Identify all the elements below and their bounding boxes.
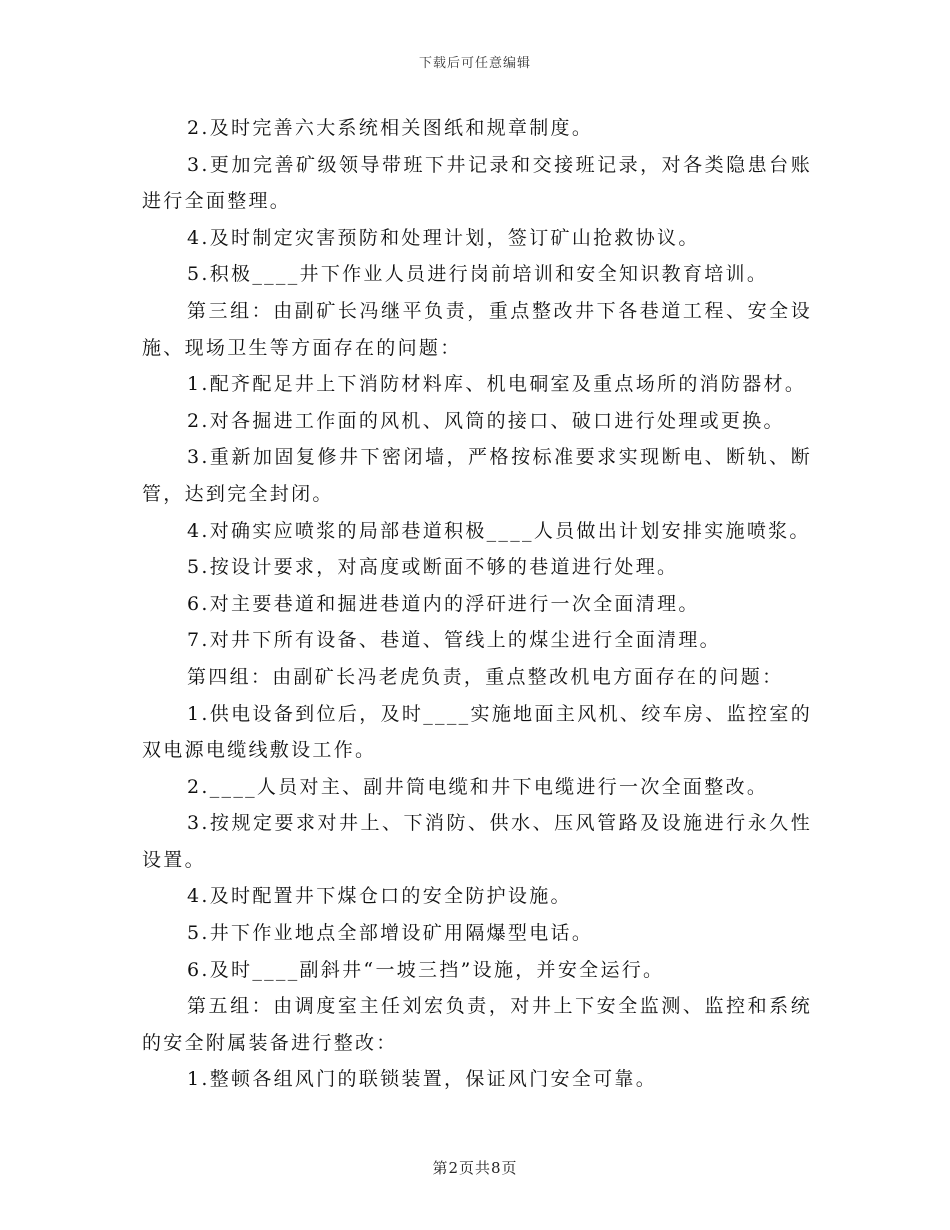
group-heading: 第四组：由副矿长冯老虎负责，重点整改机电方面存在的问题：	[187, 665, 784, 688]
list-item: 2.对各掘进工作面的风机、风筒的接口、破口进行处理或更换。	[187, 409, 785, 432]
list-item: 6.及时____副斜井“一坡三挡”设施，并安全运行。	[187, 958, 665, 981]
list-item: 5.按设计要求，对高度或断面不够的巷道进行处理。	[187, 556, 679, 579]
list-item: 6.对主要巷道和掘进巷道内的浮矸进行一次全面清理。	[187, 592, 700, 615]
list-item: 3.按规定要求对井上、下消防、供水、压风管路及设施进行永久性设置。	[142, 812, 812, 871]
list-item: 4.及时配置井下煤仓口的安全防护设施。	[187, 885, 572, 908]
list-item: 1.供电设备到位后，及时____实施地面主风机、绞车房、监控室的双电源电缆线敷设工作。	[142, 702, 812, 762]
page-number: 第2页共8页	[432, 1159, 518, 1177]
list-item: 5.井下作业地点全部增设矿用隔爆型电话。	[187, 922, 594, 945]
document-body	[142, 110, 812, 1098]
group-heading: 第三组：由副矿长冯继平负责，重点整改井下各巷道工程、安全设施、现场卫生等方面存在的问题：	[142, 299, 812, 359]
list-item: 7.对井下所有设备、巷道、管线上的煤尘进行全面清理。	[187, 629, 721, 652]
page-header: 下载后可任意编辑	[418, 56, 531, 71]
list-item: 3.更加完善矿级领导带班下井记录和交接班记录，对各类隐患台账进行全面整理。	[142, 153, 812, 213]
list-item: 4.对确实应喷浆的局部巷道积极____人员做出计划安排实施喷浆。	[187, 519, 811, 542]
list-item: 4.及时制定灾害预防和处理计划，签订矿山抢救协议。	[187, 226, 700, 249]
group-heading: 第五组：由调度室主任刘宏负责，对井上下安全监测、监控和系统的安全附属装备进行整改：	[142, 995, 812, 1054]
list-item: 2.及时完善六大系统相关图纸和规章制度。	[187, 117, 594, 139]
list-item: 3.重新加固复修井下密闭墙，严格按标准要求实现断电、断轨、断管，达到完全封闭。	[142, 446, 812, 505]
list-item: 1.配齐配足井上下消防材料库、机电硐室及重点场所的消防器材。	[187, 373, 807, 396]
list-item: 5.积极____井下作业人员进行岗前培训和安全知识教育培训。	[187, 263, 769, 286]
list-item: 2.____人员对主、副井筒电缆和井下电缆进行一次全面整改。	[187, 775, 769, 798]
list-item: 1.整顿各组风门的联锁装置，保证风门安全可靠。	[187, 1068, 658, 1091]
